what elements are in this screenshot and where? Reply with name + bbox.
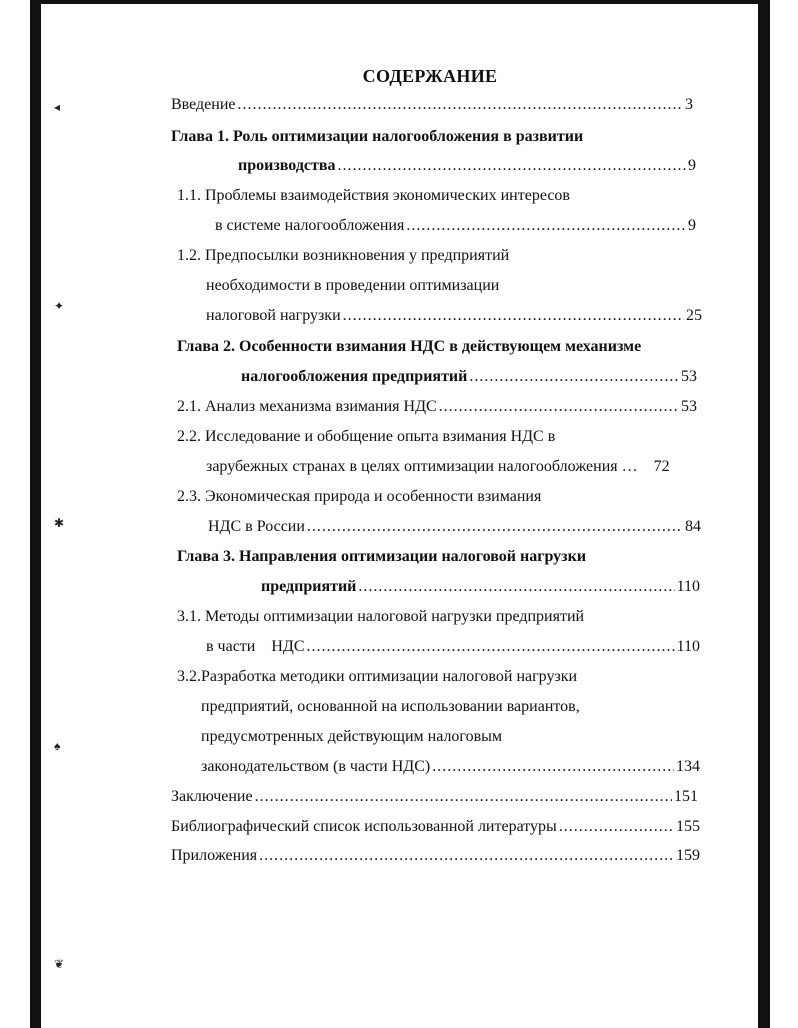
toc-label: Введение bbox=[171, 96, 236, 113]
toc-section-1-2-line2[interactable]: необходимости в проведении оптимизации bbox=[206, 277, 500, 294]
toc-page-number: 53 bbox=[681, 398, 697, 415]
toc-label: налогообложения предприятий bbox=[241, 368, 468, 385]
toc-page-number: 72 bbox=[653, 458, 670, 475]
toc-chapter-2-line1[interactable]: Глава 2. Особенности взимания НДС в действующем механизме bbox=[177, 338, 642, 355]
toc-entry-intro[interactable] bbox=[171, 95, 693, 115]
dot-leader bbox=[343, 306, 684, 326]
toc-chapter-1-line1[interactable]: Глава 1. Роль оптимизации налогообложения в развитии bbox=[171, 128, 584, 145]
dot-leader bbox=[358, 577, 674, 597]
toc-entry-chapter-1[interactable] bbox=[238, 156, 696, 176]
toc-entry-chapter-2[interactable] bbox=[241, 367, 697, 387]
toc-page-number: 25 bbox=[686, 307, 702, 324]
toc-page-number: 151 bbox=[674, 788, 698, 805]
toc-entry-section-1-2[interactable] bbox=[206, 306, 702, 326]
toc-entry-section-3-1[interactable] bbox=[206, 637, 700, 657]
toc-entry-section-1-1[interactable] bbox=[215, 216, 696, 236]
toc-label: 2.1. Анализ механизма взимания НДС bbox=[177, 398, 437, 415]
scan-border-left bbox=[30, 0, 41, 1028]
toc-entry-section-3-2[interactable] bbox=[201, 757, 700, 777]
dot-leader bbox=[469, 367, 679, 387]
punch-hole-mark: ❦ bbox=[54, 957, 65, 971]
dot-leader bbox=[238, 95, 684, 115]
toc-chapter-3-line1[interactable]: Глава 3. Направления оптимизации налоговой нагрузки bbox=[177, 548, 587, 565]
scan-border-right bbox=[758, 0, 770, 1028]
dot-leader bbox=[259, 846, 674, 866]
toc-section-1-2-line1[interactable]: 1.2. Предпосылки возникновения у предприятий bbox=[177, 247, 510, 264]
scan-border-top bbox=[30, 0, 770, 4]
toc-label: налоговой нагрузки bbox=[206, 307, 341, 324]
toc-label: законодательством (в части НДС) bbox=[201, 758, 431, 775]
toc-entry-appendix[interactable] bbox=[171, 846, 700, 866]
toc-entry-conclusion[interactable] bbox=[171, 787, 698, 807]
toc-page-number: 9 bbox=[688, 217, 696, 234]
toc-page-number: 134 bbox=[676, 758, 700, 775]
toc-entry-section-2-1[interactable] bbox=[177, 397, 697, 417]
toc-label: Приложения bbox=[171, 847, 258, 864]
dot-leader bbox=[559, 817, 674, 837]
toc-section-2-3-line1[interactable]: 2.3. Экономическая природа и особенности взимания bbox=[177, 488, 542, 505]
toc-section-3-1-line1[interactable]: 3.1. Методы оптимизации налоговой нагрузки предприятий bbox=[177, 608, 585, 625]
toc-page-number: 9 bbox=[688, 157, 696, 174]
dot-leader bbox=[255, 787, 672, 807]
toc-label: предприятий bbox=[261, 578, 357, 595]
toc-page-number: 110 bbox=[676, 578, 700, 595]
toc-page-number: 155 bbox=[676, 818, 700, 835]
toc-entry-bibliography[interactable] bbox=[171, 817, 700, 837]
toc-page-number: 159 bbox=[676, 847, 700, 864]
punch-hole-mark: ♠ bbox=[54, 739, 61, 753]
punch-hole-mark: ✦ bbox=[54, 299, 65, 313]
toc-page-number: 3 bbox=[685, 96, 693, 113]
toc-label: в системе налогообложения bbox=[215, 217, 405, 234]
toc-section-1-1-line1[interactable]: 1.1. Проблемы взаимодействия экономических интересов bbox=[177, 187, 570, 204]
toc-page-number: 53 bbox=[681, 368, 697, 385]
toc-label: Библиографический список использованной литературы bbox=[171, 818, 557, 835]
dot-leader bbox=[307, 517, 683, 537]
toc-label: производства bbox=[238, 157, 336, 174]
toc-page-number: 84 bbox=[685, 518, 701, 535]
toc-label: зарубежных странах в целях оптимизации налогообложения … bbox=[206, 458, 638, 475]
toc-entry-section-2-2[interactable] bbox=[206, 457, 701, 477]
dot-leader bbox=[406, 216, 686, 236]
punch-hole-mark: ◂ bbox=[54, 100, 61, 114]
punch-hole-mark: ✱ bbox=[54, 516, 65, 530]
toc-section-3-2-line3[interactable]: предусмотренных действующим налоговым bbox=[201, 728, 503, 745]
toc-label: в части НДС bbox=[206, 638, 305, 655]
toc-section-2-2-line1[interactable]: 2.2. Исследование и обобщение опыта взимания НДС в bbox=[177, 428, 556, 445]
toc-section-3-2-line2[interactable]: предприятий, основанной на использовании вариантов, bbox=[201, 698, 580, 715]
dot-leader bbox=[307, 637, 675, 657]
dot-leader bbox=[338, 156, 686, 176]
toc-title: СОДЕРЖАНИЕ bbox=[362, 66, 498, 86]
toc-page-number: 110 bbox=[676, 638, 700, 655]
toc-section-3-2-line1[interactable]: 3.2.Разработка методики оптимизации налоговой нагрузки bbox=[177, 668, 578, 685]
dot-leader bbox=[439, 397, 679, 417]
toc-entry-chapter-3[interactable] bbox=[261, 577, 700, 597]
toc-label: Заключение bbox=[171, 788, 253, 805]
dot-leader bbox=[432, 757, 674, 777]
toc-label: НДС в России bbox=[208, 518, 305, 535]
toc-entry-section-2-3[interactable] bbox=[208, 517, 701, 537]
